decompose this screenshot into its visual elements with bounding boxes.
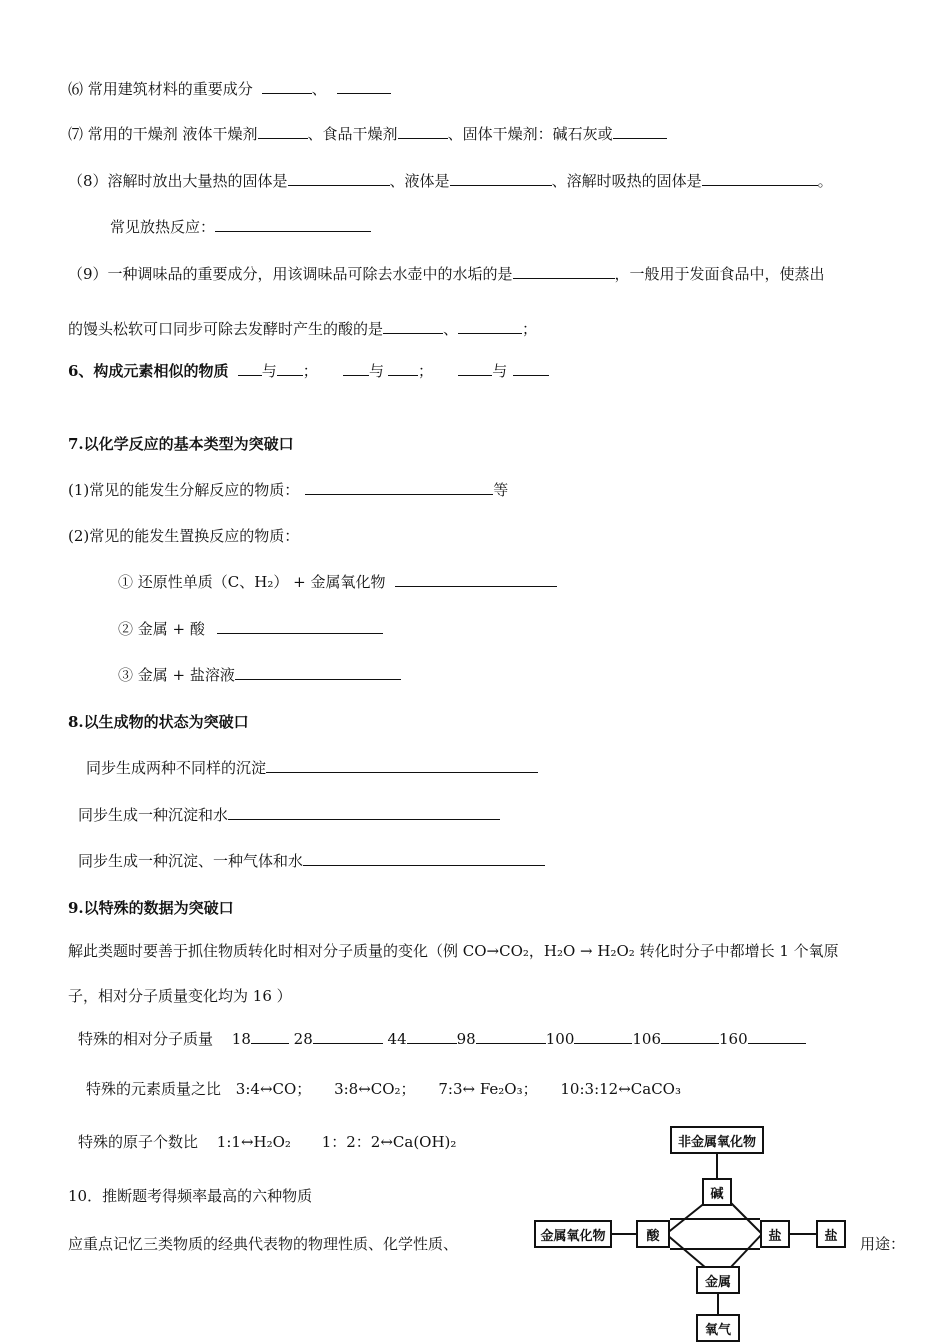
precipitate-1-text: 同步生成两种不同样的沉淀 — [86, 759, 267, 777]
blank[interactable] — [266, 757, 538, 773]
item-9-text: ，一般用于发面食品中，使蒸出 — [614, 265, 825, 283]
ratio-item: 10:3:12↔CaCO₃ — [560, 1080, 681, 1098]
section-7-title: 7.以化学反应的基本类型为突破口 — [68, 435, 294, 453]
reaction-3 — [118, 664, 401, 685]
separator: ； — [417, 362, 433, 380]
item-6: ⑹ 常用建筑材料的重要成分 、 — [68, 78, 391, 99]
section-6 — [68, 360, 549, 381]
node-base: 碱 — [702, 1178, 732, 1206]
item-7-text: ⑺ 常用的干燥剂 液体干燥剂 — [68, 125, 258, 143]
item-8 — [68, 170, 833, 191]
item-6-text: ⑹ 常用建筑材料的重要成分 — [68, 80, 253, 98]
blank[interactable] — [313, 1028, 383, 1044]
with-text: 与 — [492, 362, 508, 380]
blank[interactable] — [262, 78, 312, 94]
blank[interactable] — [337, 78, 391, 94]
precipitate-3-text: 同步生成一种沉淀、一种气体和水 — [78, 852, 304, 870]
blank[interactable] — [513, 263, 615, 279]
item-7 — [68, 123, 667, 144]
heat-reaction — [110, 216, 371, 237]
mass-value: 98 — [456, 1030, 476, 1048]
molecular-mass-label: 特殊的相对分子质量 — [78, 1030, 214, 1048]
section-6-title: 6、构成元素相似的物质 — [68, 362, 229, 380]
blank[interactable] — [277, 360, 303, 376]
blank[interactable] — [235, 664, 401, 680]
reaction-2 — [118, 618, 383, 639]
ratio-item: 3:4↔CO； — [235, 1080, 312, 1098]
blank[interactable] — [458, 360, 492, 376]
section-9-para-1: 解此类题时要善于抓住物质转化时相对分子质量的变化（例 CO→CO₂，H₂O → H₂O₂ 转化时分子中都增长 1 个氧原 — [68, 942, 839, 960]
blank[interactable] — [215, 216, 371, 232]
item-9 — [68, 263, 825, 284]
molecular-mass-row — [78, 1028, 806, 1049]
reaction-1-text: ① 还原性单质（C、H₂） + 金属氧化物 — [118, 573, 386, 591]
blank[interactable] — [702, 170, 818, 186]
blank[interactable] — [476, 1028, 546, 1044]
blank[interactable] — [238, 360, 262, 376]
mass-value: 18 — [231, 1030, 251, 1048]
blank[interactable] — [258, 123, 308, 139]
section-7-2: (2)常见的能发生置换反应的物质： — [68, 527, 300, 545]
ratio-item: 7:3↔ Fe₂O₃； — [438, 1080, 538, 1098]
element-ratio-row — [86, 1078, 681, 1099]
item-7-text: 、食品干燥剂 — [307, 125, 398, 143]
item-8-text: 、液体是 — [389, 172, 450, 190]
node-nonmetal-oxide: 非金属氧化物 — [670, 1126, 764, 1154]
node-metal-oxide: 金属氧化物 — [534, 1220, 612, 1248]
blank[interactable] — [458, 318, 522, 334]
mass-value: 106 — [632, 1030, 662, 1048]
reaction-2-text: ② 金属 + 酸 — [118, 620, 205, 638]
item-9-text: ； — [522, 320, 538, 338]
item-7-text: 、固体干燥剂：碱石灰或 — [447, 125, 613, 143]
blank[interactable] — [288, 170, 390, 186]
item-8-text: （8）溶解时放出大量热的固体是 — [68, 172, 288, 190]
blank[interactable] — [388, 360, 418, 376]
section-10-title: 10．推断题考得频率最高的六种物质 — [68, 1187, 313, 1205]
ratio-item: 3:8↔CO₂； — [334, 1080, 416, 1098]
blank[interactable] — [395, 571, 557, 587]
precipitate-2 — [78, 804, 500, 825]
blank[interactable] — [228, 804, 500, 820]
section-7-1-end: 等 — [493, 481, 509, 499]
item-8-text: 。 — [817, 172, 833, 190]
node-metal: 金属 — [696, 1266, 740, 1294]
blank[interactable] — [748, 1028, 806, 1044]
section-9-para-2: 子，相对分子质量变化均为 16 ） — [68, 987, 292, 1005]
precipitate-3 — [78, 850, 545, 871]
blank[interactable] — [383, 318, 443, 334]
mass-value: 28 — [293, 1030, 313, 1048]
precipitate-2-text: 同步生成一种沉淀和水 — [78, 806, 229, 824]
with-text: 与 — [261, 362, 277, 380]
blank[interactable] — [613, 123, 667, 139]
node-acid: 酸 — [636, 1220, 670, 1248]
atom-ratio-label: 特殊的原子个数比 — [78, 1133, 199, 1151]
node-salt: 盐 — [760, 1220, 790, 1248]
ratio-item: 1:1↔H₂O₂ — [216, 1133, 291, 1151]
item-9-cont: 的馒头松软可口同步可除去发酵时产生的酸的是 、 ； — [68, 320, 538, 338]
mass-value: 160 — [719, 1030, 748, 1048]
ratio-item: 1：2：2↔Ca(OH)₂ — [321, 1133, 457, 1151]
blank[interactable] — [450, 170, 552, 186]
section-9-title: 9.以特殊的数据为突破口 — [68, 899, 234, 917]
item-9-text: 的馒头松软可口同步可除去发酵时产生的酸的是 — [68, 320, 384, 338]
heat-reaction-text: 常见放热反应： — [110, 218, 216, 236]
with-text: 与 — [368, 362, 384, 380]
section-7-1 — [68, 479, 508, 500]
blank[interactable] — [217, 618, 383, 634]
blank[interactable] — [407, 1028, 457, 1044]
item-9-text: （9）一种调味品的重要成分，用该调味品可除去水壶中的水垢的是 — [68, 265, 513, 283]
blank[interactable] — [661, 1028, 719, 1044]
blank[interactable] — [513, 360, 549, 376]
blank[interactable] — [343, 360, 369, 376]
mass-value: 100 — [545, 1030, 575, 1048]
blank[interactable] — [574, 1028, 632, 1044]
element-ratio-label: 特殊的元素质量之比 — [86, 1080, 222, 1098]
node-oxygen: 氧气 — [696, 1314, 740, 1342]
blank[interactable] — [398, 123, 448, 139]
mass-value: 44 — [387, 1030, 407, 1048]
section-8-title: 8.以生成物的状态为突破口 — [68, 713, 249, 731]
section-10-end: 用途： — [860, 1235, 906, 1253]
blank[interactable] — [251, 1028, 289, 1044]
substance-relationship-diagram — [530, 1122, 848, 1344]
section-7-1-text: (1)常见的能发生分解反应的物质： — [68, 481, 300, 499]
blank[interactable] — [303, 850, 545, 866]
item-8-text: 、溶解时吸热的固体是 — [551, 172, 702, 190]
reaction-3-text: ③ 金属 + 盐溶液 — [118, 666, 235, 684]
blank[interactable] — [305, 479, 493, 495]
atom-ratio-row — [78, 1131, 456, 1152]
separator: ； — [302, 362, 318, 380]
precipitate-1 — [86, 757, 538, 778]
node-salt-2: 盐 — [816, 1220, 846, 1248]
reaction-1 — [118, 571, 557, 592]
section-10-para: 应重点记忆三类物质的经典代表物的物理性质、化学性质、 — [68, 1235, 459, 1253]
